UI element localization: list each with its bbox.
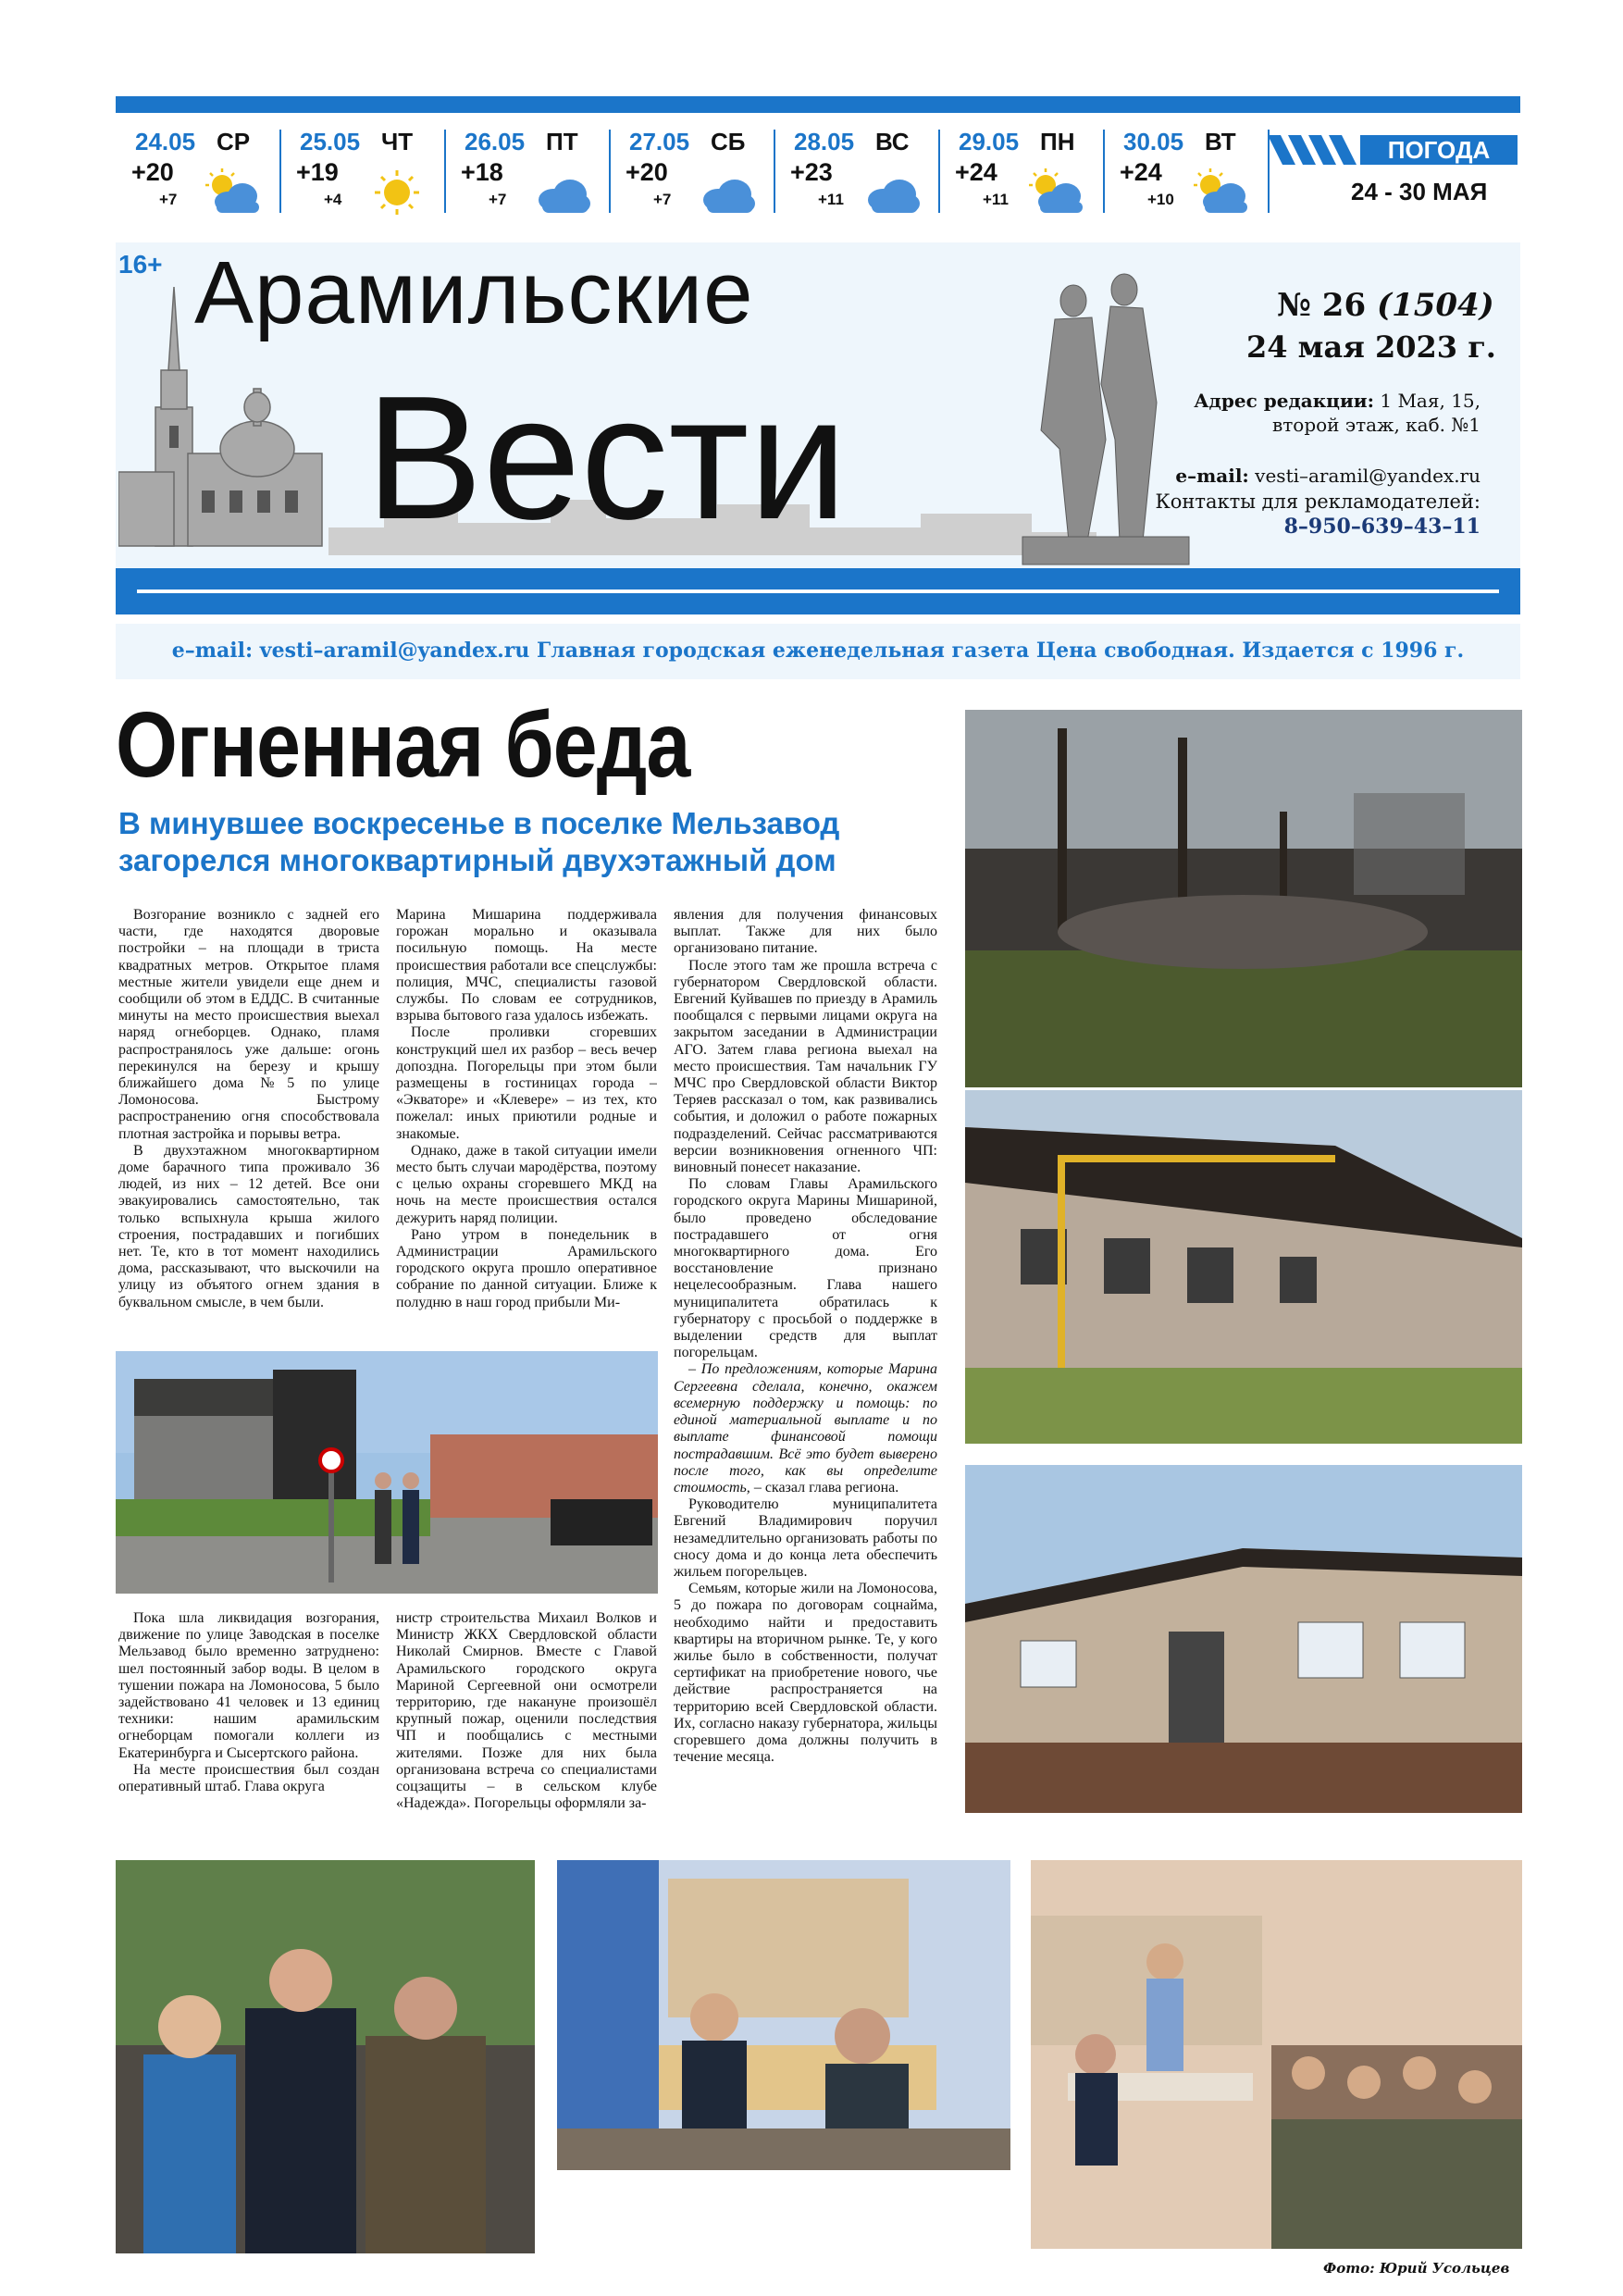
weather-date: 26.05 bbox=[465, 128, 526, 155]
weather-separator bbox=[938, 130, 940, 213]
weather-label: ПОГОДА bbox=[1360, 135, 1518, 165]
weather-separator bbox=[1103, 130, 1105, 213]
tagline: e–mail: vesti–aramil@yandex.ru Главная городская еженедельная газета Цена свободная. Издается с 1996 г. bbox=[171, 639, 1465, 663]
weather-min-temp: +10 bbox=[1147, 191, 1174, 208]
weather-max-temp: +18 bbox=[461, 158, 503, 186]
weather-weekday: ВС bbox=[875, 128, 910, 155]
weather-weekday: СР bbox=[217, 128, 251, 155]
weather-date: 29.05 bbox=[959, 128, 1020, 155]
weather-day-1 bbox=[118, 128, 281, 224]
weather-max-temp: +24 bbox=[955, 158, 997, 186]
article-subheadline: В минувшее воскресенье в поселке Мельзавод загорелся многоквартирный двухэтажный дом bbox=[118, 806, 840, 877]
paragraph: Рано утром в понедельник в Администрации Арамильского городского округа прошло оперативное собрание по данной ситуации. Ближе к полудню в наш город прибыли Ми- bbox=[396, 1226, 657, 1310]
sun-cloud-icon bbox=[1023, 167, 1088, 218]
advertiser-contacts-label: Контакты для рекламодателей: bbox=[1155, 490, 1481, 513]
weather-min-temp: +7 bbox=[159, 191, 178, 208]
paragraph: Пока шла ликвидация возгорания, движение по улице Заводская в поселке Мельзавод было временно затруднено: шел постоянный забор воды. В целом в тушении пожара на Ломоносова, 5 было задействовано 41 человек и 13 единиц техники: нашим арамильским огнеборцам помогали коллеги из Екатеринбурга и Сысертского района. bbox=[118, 1610, 379, 1761]
stripes-decoration bbox=[1268, 135, 1360, 167]
weather-weekday: ВТ bbox=[1205, 128, 1236, 155]
cloud-icon bbox=[529, 167, 594, 218]
weather-day-6 bbox=[942, 128, 1105, 224]
weather-day-4 bbox=[613, 128, 775, 224]
weather-weekday: ПН bbox=[1040, 128, 1075, 155]
weather-min-temp: +7 bbox=[653, 191, 672, 208]
editorial-email: e–mail: vesti–aramil@yandex.ru bbox=[1175, 465, 1481, 487]
weather-separator bbox=[444, 130, 446, 213]
photo-fire-ruins bbox=[965, 710, 1522, 1087]
masthead-band-line bbox=[137, 590, 1499, 593]
article-headline: Огненная беда bbox=[116, 693, 690, 797]
paragraph: Однако, даже в такой ситуации имели место быть случаи мародёрства, поэтому с целью охраны сгоревшего МКД на ночь на месте происшествия остался дежурить наряд полиции. bbox=[396, 1142, 657, 1226]
paragraph: После проливки сгоревших конструкций шел их разбор – весь вечер допоздна. Погорельцы при этом были размещены в гостиницах города – «Экваторе» и «Клевере» – из тех, кто пожелал: иных приютили родные и знакомые. bbox=[396, 1024, 657, 1142]
photo-burned-building-side bbox=[965, 1090, 1522, 1444]
weather-min-temp: +7 bbox=[489, 191, 507, 208]
article-column-3 bbox=[674, 907, 937, 1818]
paragraph: Возгорание возникло с задней его части, где находятся дворовые постройки – на площади в триста квадратных метров. Открытое пламя местные жители увидели еще днем и сообщили об этом в ЕДДС. В считанные минуты на место происшествия выехал наряд огнеборцев. Однако, пламя распространялось уже дальше: огонь перекинулся на березу и крышу ближайшего дома №5 по улице Ломоносова. Быстрому распространению огня способствовала плотная застройка и порывы ветра. bbox=[118, 907, 379, 1142]
weather-max-temp: +19 bbox=[296, 158, 339, 186]
paragraph: В двухэтажном многоквартирном доме барачного типа проживало 36 людей, из них – 12 детей. Все они эвакуировались самостоятельно, так только вспыхнула крыша жилого строения, пострадавших и погибших нет. Те, кто в тот момент находились дома, рассказывают, что выскочили на улицу из объятого огнем здания в буквальном смысле, в чем были. bbox=[118, 1142, 379, 1310]
age-rating: 16+ bbox=[118, 250, 163, 279]
paragraph: На месте происшествия был создан оперативный штаб. Глава округа bbox=[118, 1761, 379, 1795]
paragraph: После этого там же прошла встреча с губернатором Свердловской области. Евгений Куйвашев по приезду в Арамиль пообщался с первыми лицами округа на закрытом заседании в Администрации АГО. Затем глава региона выехал на место происшествия. Там начальник ГУ МЧС про Свердловской области Виктор Теряев рассказал о том, как развивались события, и доложил о работе пожарных подразделений. Сейчас рассматриваются версии возникновения огненного ЧП: виновный понесет наказание. bbox=[674, 957, 937, 1176]
article-column-2b bbox=[396, 1610, 657, 1823]
photo-meeting-registration bbox=[557, 1860, 1010, 2170]
weather-separator bbox=[279, 130, 281, 213]
weather-top-bar bbox=[116, 96, 1520, 113]
weather-date: 24.05 bbox=[135, 128, 196, 155]
paragraph: Руководителю муниципалитета Евгений Владимирович поручил незамедлительно организовать работы по сносу дома и до конца лета обеспечить жильем погорельцев. bbox=[674, 1496, 937, 1580]
weather-day-7 bbox=[1107, 128, 1270, 224]
paragraph: явления для получения финансовых выплат. Также для них было организовано питание. bbox=[674, 907, 937, 957]
weather-max-temp: +23 bbox=[790, 158, 833, 186]
weather-separator bbox=[609, 130, 611, 213]
article-column-2 bbox=[396, 907, 657, 1360]
sun-cloud-icon bbox=[1188, 167, 1253, 218]
weather-weekday: ПТ bbox=[546, 128, 578, 155]
cloud-icon bbox=[859, 167, 923, 218]
weather-date: 25.05 bbox=[300, 128, 361, 155]
weather-min-temp: +11 bbox=[983, 191, 1009, 208]
newspaper-title-line2: Вести bbox=[365, 360, 848, 556]
paragraph: По словам Главы Арамильского городского округа Марины Мишариной, было проведено обследование пострадавшего от огня многоквартирного дома. Его восстановление признано нецелесообразным. Глава нашего муниципалитета обратилась к губернатору с просьбой о поддержке в выделении средств для выплат погорельцам. bbox=[674, 1176, 937, 1361]
photo-residents-meeting bbox=[1031, 1860, 1522, 2249]
photo-street-officials bbox=[116, 1351, 658, 1594]
issue-number: № 26 (1504) bbox=[1277, 287, 1494, 324]
photo-burned-building-entrance bbox=[965, 1465, 1522, 1813]
weather-date-range: 24 - 30 МАЯ bbox=[1351, 178, 1488, 205]
weather-weekday: СБ bbox=[711, 128, 746, 155]
weather-min-temp: +4 bbox=[324, 191, 342, 208]
issue-date: 24 мая 2023 г. bbox=[1246, 329, 1496, 365]
weather-day-2 bbox=[283, 128, 446, 224]
newspaper-title-line1: Арамильские bbox=[194, 243, 754, 342]
weather-date: 30.05 bbox=[1123, 128, 1184, 155]
paragraph: Марина Мишарина поддерживала горожан морально и оказывала посильную помощь. На месте происшествия работали все спецслужбы: полиция, МЧС, специалисты газовой службы. По словам ее сотрудников, взрыва бытового газа удалось избежать. bbox=[396, 907, 657, 1024]
article-column-1 bbox=[118, 907, 379, 1360]
article-column-1b bbox=[118, 1610, 379, 1823]
photo-credit: Фото: Юрий Усольцев bbox=[1323, 2260, 1510, 2277]
weather-date: 27.05 bbox=[629, 128, 690, 155]
weather-max-temp: +20 bbox=[131, 158, 174, 186]
photo-governor-officials bbox=[116, 1860, 535, 2253]
weather-min-temp: +11 bbox=[818, 191, 844, 208]
sun-cloud-icon bbox=[200, 167, 265, 218]
paragraph: Семьям, которые жили на Ломоносова, 5 до пожара по договорам соцнайма, необходимо найти и предоставить квартиры на вторичном рынке. Те, у кого жилье было в собственности, получат сертификат на приобретение нового, чье действие распространяется на территорию всей Свердловской области. Их, согласно наказу губернатора, жильцы сгоревшего дома должны получить в течение месяца. bbox=[674, 1581, 937, 1766]
weather-date: 28.05 bbox=[794, 128, 855, 155]
cloud-icon bbox=[694, 167, 759, 218]
paragraph: нистр строительства Михаил Волков и Министр ЖКХ Свердловской области Николай Смирнов. Вместе с Главой Арамильского городского округа Мариной Сергеевной они осмотрели территорию, где накануне произошёл крупный пожар, оценили последствия ЧП и пообщались с местными жителями. Позже для них была организована встреча со специалистами соцзащиты – в сельском клубе «Надежда». Погорельцы оформляли за- bbox=[396, 1610, 657, 1812]
weather-weekday: ЧТ bbox=[381, 128, 414, 155]
weather-day-3 bbox=[448, 128, 611, 224]
advertiser-phone: 8–950–639–43–11 bbox=[1283, 515, 1481, 539]
sun-icon bbox=[365, 167, 429, 218]
weather-label-block bbox=[1268, 133, 1518, 165]
weather-max-temp: +24 bbox=[1120, 158, 1162, 186]
quote-paragraph: – По предложениям, которые Марина Сергеевна сделала, конечно, окажем всемерную поддержку и помощь: по единой материальной выплате и по выплате финансовой помощи пострадавшим. Всё это будет выверено после того, как вы определите стоимость, – сказал глава региона. bbox=[674, 1361, 937, 1496]
weather-day-5 bbox=[777, 128, 940, 224]
weather-max-temp: +20 bbox=[626, 158, 668, 186]
weather-separator bbox=[774, 130, 775, 213]
editorial-address: Адрес редакции: 1 Мая, 15, второй этаж, каб. №1 bbox=[1194, 390, 1481, 436]
